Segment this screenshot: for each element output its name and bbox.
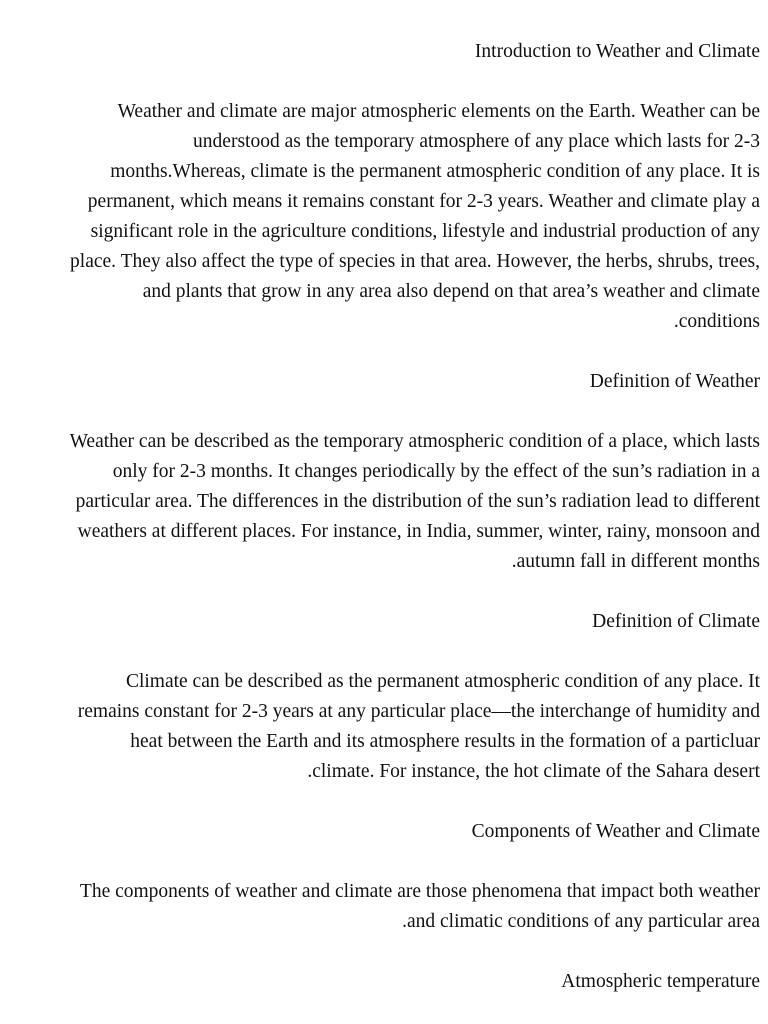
section-heading-introduction: Introduction to Weather and Climate [474, 41, 760, 62]
paragraph-line: heat between the Earth and its atmosphere results in the formation of a particluar [130, 731, 760, 752]
paragraph-line: weathers at different places. For instance, in India, summer, winter, rainy, monsoon and [77, 521, 760, 542]
spacer [24, 577, 760, 607]
paragraph-line: months.Whereas, climate is the permanent atmospheric condition of any place. It is [110, 161, 760, 182]
paragraph-climate [24, 667, 760, 787]
spacer [24, 637, 760, 667]
spacer [24, 787, 760, 817]
spacer [24, 847, 760, 877]
paragraph-line: place. They also affect the type of species in that area. However, the herbs, shrubs, trees, [70, 251, 760, 272]
paragraph-line: The components of weather and climate are those phenomena that impact both weather [79, 881, 760, 902]
paragraph-line: significant role in the agriculture conditions, lifestyle and industrial production of any [90, 221, 760, 242]
section-heading-components: Components of Weather and Climate [471, 821, 760, 842]
paragraph-line: understood as the temporary atmosphere of any place which lasts for 2-3 [193, 131, 760, 152]
paragraph-line: Climate can be described as the permanent atmospheric condition of any place. It [125, 671, 760, 692]
paragraph-line: Weather can be described as the temporary atmospheric condition of a place, which lasts [69, 431, 760, 452]
spacer [24, 937, 760, 967]
paragraph-introduction [24, 97, 760, 337]
spacer [24, 337, 760, 367]
paragraph-line: .climate. For instance, the hot climate of the Sahara desert [307, 761, 760, 782]
paragraph-line: Weather and climate are major atmospheric elements on the Earth. Weather can be [117, 101, 760, 122]
paragraph-line: permanent, which means it remains constant for 2-3 years. Weather and climate play a [87, 191, 760, 212]
paragraph-line: particular area. The differences in the distribution of the sun’s radiation lead to different [75, 491, 760, 512]
spacer [24, 67, 760, 97]
section-heading-atmospheric-temperature: Atmospheric temperature [561, 971, 760, 992]
spacer [24, 397, 760, 427]
paragraph-line: .autumn fall in different months [511, 551, 760, 572]
paragraph-line: only for 2-3 months. It changes periodically by the effect of the sun’s radiation in a [112, 461, 760, 482]
paragraph-line: .and climatic conditions of any particular area [402, 911, 760, 932]
paragraph-components [24, 877, 760, 937]
paragraph-line: and plants that grow in any area also depend on that area’s weather and climate [142, 281, 760, 302]
paragraph-line: remains constant for 2-3 years at any particular place—the interchange of humidity and [77, 701, 760, 722]
paragraph-weather [24, 427, 760, 577]
paragraph-line: .conditions [673, 311, 760, 332]
section-heading-climate: Definition of Climate [592, 611, 760, 632]
section-heading-weather: Definition of Weather [589, 371, 760, 392]
